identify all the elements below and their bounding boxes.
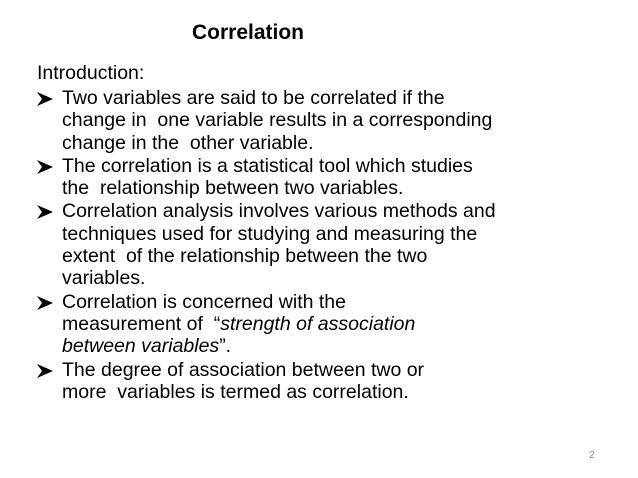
- bullet-item: [37, 200, 617, 289]
- bullet-line: more variables is termed as correlation.: [62, 380, 409, 403]
- bullet-line: Correlation analysis involves various methods and: [62, 200, 496, 223]
- arrow-bullet-icon: [37, 364, 53, 378]
- bullet-line: the relationship between two variables.: [62, 177, 404, 200]
- bullet-line: The correlation is a statistical tool which studies: [62, 154, 473, 177]
- arrow-bullet-icon: [37, 205, 53, 219]
- bullet-line: variables.: [62, 267, 146, 290]
- bullet-line: techniques used for studying and measuring the: [62, 222, 478, 245]
- bullet-item: [37, 359, 617, 404]
- slide-title: Correlation: [192, 21, 305, 44]
- bullet-text: measurement of “: [62, 312, 221, 335]
- bullet-line: change in the other variable.: [62, 131, 314, 154]
- arrow-bullet-icon: [37, 296, 53, 310]
- bullet-item: [37, 155, 617, 200]
- bullet-line: change in one variable results in a corresponding: [62, 109, 493, 132]
- bullet-text: ”.: [219, 335, 232, 358]
- bullet-line: [62, 335, 617, 357]
- bullet-item: [37, 291, 617, 358]
- arrow-bullet-icon: [37, 160, 53, 174]
- bullet-line: [62, 313, 617, 335]
- bullet-line: Correlation is concerned with the: [62, 290, 346, 313]
- bullet-line: The degree of association between two or: [62, 358, 425, 381]
- page-number: 2: [589, 450, 595, 461]
- bullet-list: [37, 87, 617, 404]
- italic-phrase: between variables: [62, 335, 220, 358]
- bullet-item: [37, 87, 617, 154]
- italic-phrase: strength of association: [220, 312, 416, 335]
- bullet-line: Two variables are said to be correlated if the: [62, 87, 445, 109]
- intro-label: Introduction:: [37, 62, 145, 84]
- bullet-line: extent of the relationship between the two: [62, 245, 428, 268]
- arrow-bullet-icon: [37, 92, 53, 106]
